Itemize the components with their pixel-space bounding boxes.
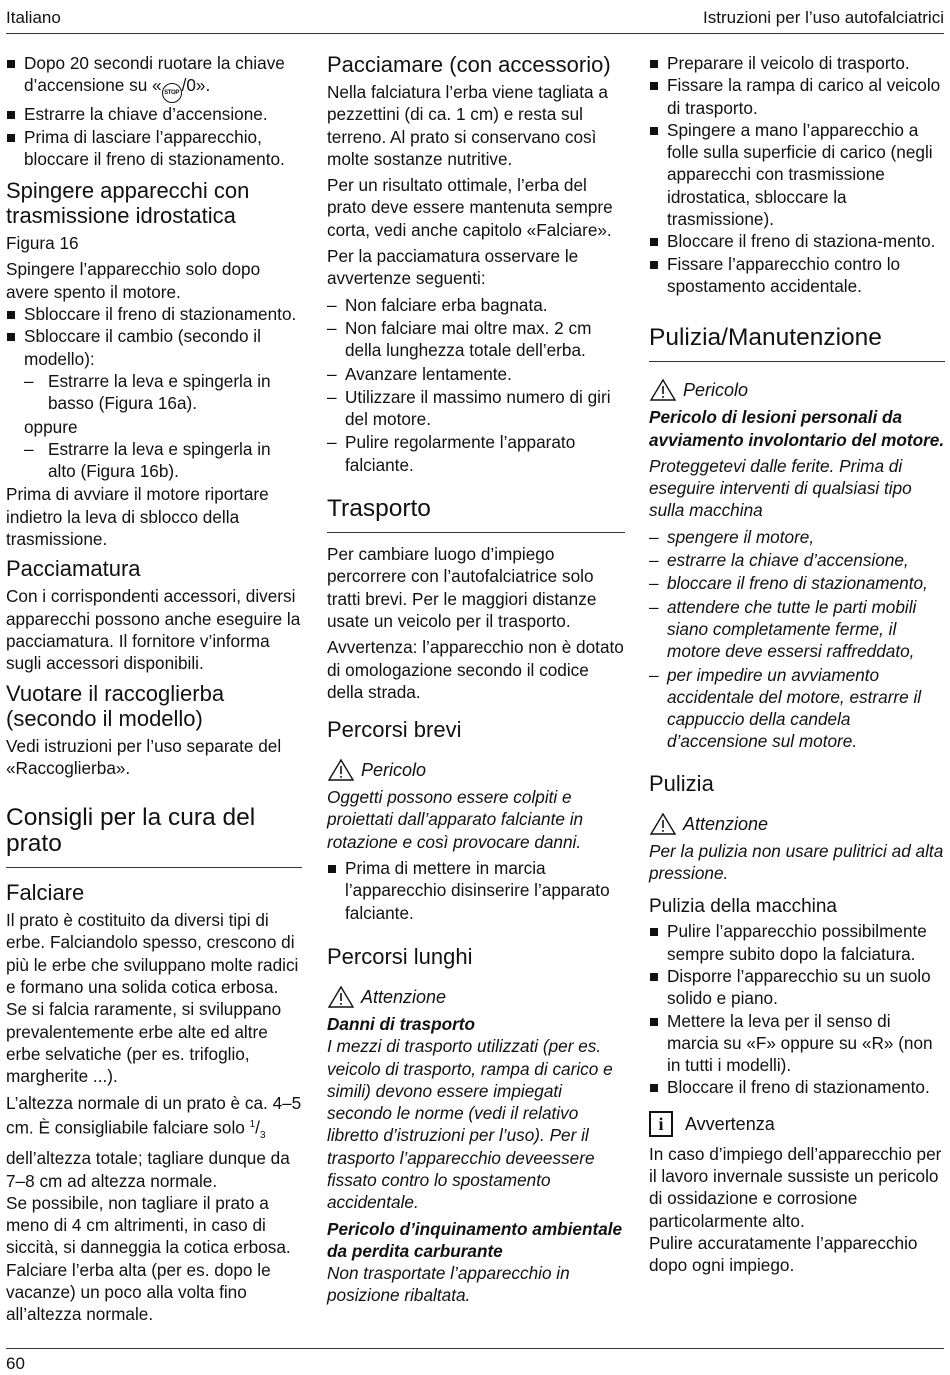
paragraph: Per la pacciamatura osservare le avvertenze seguenti: <box>327 246 579 289</box>
bullet-list <box>649 920 945 1098</box>
paragraph: Pulire accuratamente l’apparecchio dopo ogni impiego. <box>649 1232 918 1276</box>
danger-title: Pericolo d’inquinamento ambientale da perdita carburante <box>327 1218 623 1261</box>
chapter-heading-manutenzione: Pulizia/Manutenzione <box>649 325 945 362</box>
list-item: Fissare la rampa di carico al veicolo di trasporto. <box>649 74 945 119</box>
section-heading-brevi: Percorsi brevi <box>327 717 462 743</box>
paragraph: Per cambiare luogo d’impiego percorrere con l’autofalciatrice solo tratti brevi. Per le maggiori distanze usate un veicolo per il trasporto. <box>327 544 597 631</box>
paragraph: Vedi istruzioni per l’uso separate del «Raccoglierba». <box>6 735 282 778</box>
dash-list <box>6 438 302 483</box>
warning-triangle-icon <box>649 378 677 402</box>
list-item: – Estrarre la leva e spingerla in basso (Figura 16a). <box>6 370 302 415</box>
section-heading-lunghi: Percorsi lunghi <box>327 943 473 969</box>
section-heading-spingere: Spingere apparecchi con trasmissione idrostatica <box>6 178 250 229</box>
list-item: Sbloccare il cambio (secondo il modello): <box>6 325 302 370</box>
section-heading-pacciamatura: Pacciamatura <box>6 556 141 582</box>
chapter-heading-consigli: Consigli per la cura del prato <box>6 805 302 868</box>
column-middle <box>327 52 625 1311</box>
list-item: Spingere a mano l’apparecchio a folle sulla superficie di carico (negli apparecchi con trasmissione idrostatica, sbloccare la trasmissione). <box>649 119 945 230</box>
list-item: Fissare l’apparecchio contro lo spostamento accidentale. <box>649 253 945 298</box>
stop-icon: STOP <box>162 83 182 103</box>
dash-list <box>649 526 945 753</box>
paragraph: Con i corrispondenti accessori, diversi apparecchi possono anche eseguire la pacciamatura. Il fornitore v’informa sugli accessori disponibili. <box>6 586 301 674</box>
list-item: – per impedire un avviamento accidentale del motore, estrarre il cappuccio della candela d’accensione sul motore. <box>649 664 945 753</box>
danger-title: Pericolo di lesioni personali da avviamento involontario del motore. <box>649 407 945 450</box>
paragraph: Per un risultato ottimale, l’erba del prato deve essere mantenuta sempre corta, vedi anche capitolo «Falciare». <box>327 175 613 240</box>
oppure-text: oppure <box>24 416 78 437</box>
bullet-list <box>6 303 302 370</box>
paragraph: Prima di avviare il motore riportare indietro la leva di sblocco della trasmissione. <box>6 484 269 550</box>
list-item: – Estrarre la leva e spingerla in alto (Figura 16b). <box>6 438 302 483</box>
list-item: – Pulire regolarmente l’apparato falciante. <box>327 431 625 476</box>
warning-text: Oggetti possono essere colpiti e proiettati dall’apparato falciante in rotazione e così provocare danni. <box>327 787 584 852</box>
danger-title: Danni di trasporto <box>327 1013 476 1034</box>
warning-label: Attenzione <box>361 986 447 1007</box>
header-divider <box>6 33 944 34</box>
warning-attenzione <box>649 812 945 836</box>
section-heading-vuotare: Vuotare il raccoglierba (secondo il modello) <box>6 680 225 731</box>
list-item: Prima di lasciare l’apparecchio, bloccare il freno di stazionamento. <box>6 126 302 171</box>
warning-pericolo <box>327 758 625 782</box>
list-item: Prima di mettere in marcia l’apparecchio disinserire l’apparato falciante. <box>327 857 625 924</box>
paragraph: Nella falciatura l’erba viene tagliata a pezzettini (di ca. 1 cm) e resta sul terreno. Al prato si conservano così molte sostanze nutritive. <box>327 82 608 169</box>
list-item: Dopo 20 secondi ruotare la chiave d’accensione su « STOP /0». <box>6 52 302 103</box>
footer-divider <box>6 1348 944 1349</box>
warning-text: Per la pulizia non usare pulitrici ad alta pressione. <box>649 840 944 884</box>
list-item: Bloccare il freno di stazionamento. <box>649 1076 945 1098</box>
list-item: Disporre l’apparecchio su un suolo solido e piano. <box>649 965 945 1010</box>
list-item: Estrarre la chiave d’accensione. <box>6 103 302 125</box>
dash-list <box>6 370 302 415</box>
column-left <box>6 52 302 1330</box>
note-label: Avvertenza <box>685 1113 775 1134</box>
warning-triangle-icon <box>327 985 355 1009</box>
paragraph: Il prato è costituito da diversi tipi di erbe. Falciandolo spesso, crescono di più le erbe che sviluppano molte radici e formano una solida cotica erbosa. Se si falcia raramente, si sviluppano prevalentemente erbe alte ed altre erbe selvatiche (per es. trifoglio, margherite ...). <box>6 910 299 1087</box>
section-heading-pulizia: Pulizia <box>649 770 714 796</box>
warning-triangle-icon <box>649 812 677 836</box>
figure-ref: Figura 16 <box>6 233 79 254</box>
warning-text: I mezzi di trasporto utilizzati (per es. veicolo di trasporto, rampa di carico e simili) devono essere impiegati secondo le norme (vedi il relativo libretto d’istruzioni per l’uso). Per il trasporto l’apparecchio deveessere fissato contro lo spostamento accidentale. <box>327 1036 613 1213</box>
section-heading-pacciamare: Pacciamare (con accessorio) <box>327 52 611 77</box>
list-item: – bloccare il freno di stazionamento, <box>649 572 945 594</box>
section-heading-falciare: Falciare <box>6 880 85 906</box>
section-heading-macchina: Pulizia della macchina <box>649 896 837 918</box>
warning-attenzione <box>327 985 625 1009</box>
paragraph: Spingere l’apparecchio solo dopo avere spento il motore. <box>6 259 261 302</box>
warning-text: Proteggetevi dalle ferite. Prima di eseguire interventi di qualsiasi tipo sulla macchina <box>649 455 912 521</box>
warning-pericolo <box>649 378 945 402</box>
list-item: – estrarre la chiave d’accensione, <box>649 549 945 571</box>
list-item: – attendere che tutte le parti mobili siano completamente ferme, il motore deve essersi raffreddato, <box>649 596 945 663</box>
paragraph: Se possibile, non tagliare il prato a meno di 4 cm altrimenti, in caso di siccità, si danneggia la cotica erbosa. Falciare l’erba alta (per es. dopo le vacanze) un poco alla volta fino all’altezza normale. <box>6 1192 291 1325</box>
header-language: Italiano <box>6 8 61 27</box>
list-item: – Non falciare erba bagnata. <box>327 294 625 316</box>
column-right <box>649 52 945 1280</box>
info-icon: i <box>649 1111 673 1137</box>
list-item: – Utilizzare il massimo numero di giri del motore. <box>327 386 625 431</box>
list-item: Sbloccare il freno di stazionamento. <box>6 303 302 325</box>
note-avvertenza <box>649 1111 945 1137</box>
top-bullet-list <box>6 52 302 170</box>
warning-triangle-icon <box>327 758 355 782</box>
dash-list <box>327 294 625 476</box>
chapter-heading-trasporto: Trasporto <box>327 496 625 533</box>
list-item: Mettere la leva per il senso di marcia su «F» oppure su «R» (non in tutti i modelli). <box>649 1010 945 1077</box>
list-item: – Avanzare lentamente. <box>327 363 625 385</box>
paragraph: L’altezza normale di un prato è ca. 4–5 cm. È consigliabile falciare solo $^1/_3$ dell’altezza totale; tagliare dunque da 7–8 cm ad altezza normale. <box>6 1092 302 1191</box>
warning-label: Attenzione <box>683 813 769 834</box>
page-header <box>6 8 944 30</box>
paragraph: In caso d’impiego dell’apparecchio per il lavoro invernale sussiste un pericolo di ossidazione e corrosione particolarmente alto. <box>649 1143 942 1231</box>
warning-label: Pericolo <box>683 380 749 401</box>
paragraph: Avvertenza: l’apparecchio non è dotato di omologazione secondo il codice della strada. <box>327 637 624 702</box>
top-bullet-list <box>649 52 945 297</box>
list-item: Pulire l’apparecchio possibilmente sempre subito dopo la falciatura. <box>649 920 945 965</box>
list-item: – Non falciare mai oltre max. 2 cm della lunghezza totale dell’erba. <box>327 317 625 362</box>
warning-text: Non trasportate l’apparecchio in posizione ribaltata. <box>327 1263 570 1306</box>
header-title: Istruzioni per l’uso autofalciatrici <box>703 8 944 27</box>
warning-label: Pericolo <box>361 760 427 781</box>
list-item: Preparare il veicolo di trasporto. <box>649 52 945 74</box>
list-item: – spengere il motore, <box>649 526 945 548</box>
bullet-list <box>327 857 625 924</box>
page-number: 60 <box>6 1354 25 1373</box>
list-item: Bloccare il freno di staziona-mento. <box>649 230 945 252</box>
